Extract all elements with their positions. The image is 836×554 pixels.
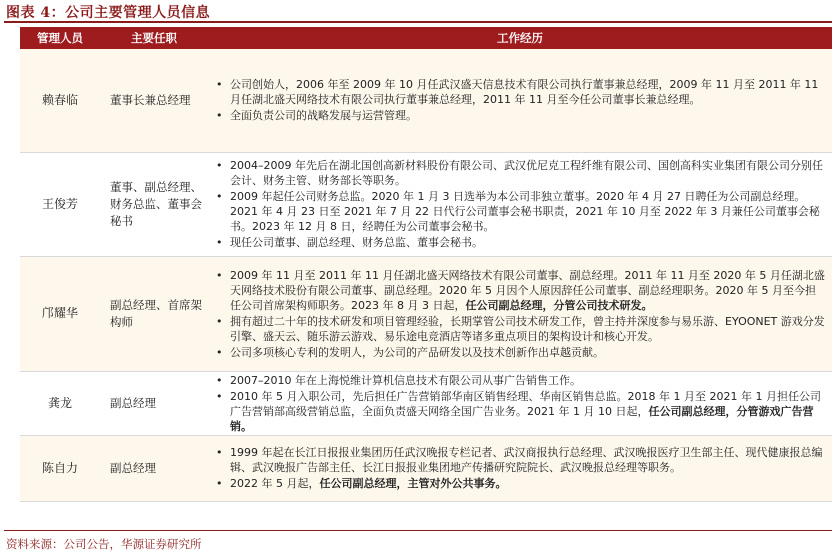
experience-text: 2007–2010 年在上海悦维计算机信息技术有限公司从事广告销售工作。 [230,373,581,387]
experience-highlight: 任公司副总经理，主管对外公共事务。 [319,477,507,490]
experience-text: 拥有超过二十年的技术研发和项目管理经验，长期掌管公司技术研发工作，曾主持并深度参与易乐游、EYOONET 游戏分发引擎、盛天云、随乐游云游戏、易乐途电竞酒店等诸多重点项目的架构设计和核心开发。 [230,314,825,343]
experience-item [230,235,826,250]
person-name: 龚龙 [20,371,100,435]
person-role: 副总经理 [100,435,208,501]
experience-item [230,77,826,107]
experience-item [230,158,826,188]
person-experience [208,371,832,435]
figure-title: 图表 4：公司主要管理人员信息 [6,5,211,21]
table-row [20,435,832,501]
experience-item [230,445,826,475]
source-divider [4,530,832,531]
experience-item [230,389,826,434]
experience-text: 公司创始人，2006 年至 2009 年 10 月任武汉盛天信息技术有限公司执行董事兼总经理，2009 年 11 月至 2011 年 11 月任湖北盛天网络技术有限公司执行董事兼总经理，2011 年 11 月至今任公司董事长兼总经理。 [230,78,819,107]
header-name: 管理人员 [20,27,100,49]
experience-highlight: 任公司副总经理，分管公司技术研发。 [465,298,653,312]
experience-text: 2009 年起任公司财务总监。2020 年 1 月 3 日选举为本公司非独立董事。2020 年 4 月 27 日聘任为公司副总经理。2021 年 4 月 23 日至 2021 年 7 月 22 日代行公司董事会秘书职责，2021 年 10 月至 2022 年 3 月兼任公司董事会秘书。2023 年 12 月 8 日，经聘任为公司董事会秘书。 [230,190,820,233]
experience-item [230,189,826,234]
experience-text: 2009 年 11 月至 2011 年 11 月任湖北盛天网络技术有限公司董事、副总经理。2011 年 11 月至 2020 年 5 月任湖北盛天网络技术股份有限公司董事、副总经理。2020 年 5 月因个人原因辞任公司董事、副总经理职务。2020 年 5 月至今担任公司首席架构师职务。2023 年 8 月 3 日起， [230,268,825,312]
table-row [20,371,832,435]
person-name: 陈自力 [20,435,100,501]
source-note: 资料来源：公司公告，华源证券研究所 [6,537,202,551]
person-name: 邝耀华 [20,256,100,371]
experience-text: 全面负责公司的战略发展与运营管理。 [230,109,417,123]
experience-text: 2004–2009 年先后在湖北国创高新材料股份有限公司、武汉优尼克工程纤维有限公司、国创高科实业集团有限公司分别任会计、财务主管、财务部长等职务。 [230,159,823,187]
management-table [20,27,832,502]
experience-highlight: 任公司副总经理，分管游戏广告营销。 [230,404,814,433]
person-role: 董事长兼总经理 [100,49,208,152]
header-experience: 工作经历 [208,27,832,49]
experience-item [230,476,826,491]
table-row [20,49,832,152]
experience-item [230,314,826,344]
experience-text: 公司多项核心专利的发明人，为公司的产品研发以及技术创新作出卓越贡献。 [230,345,604,359]
experience-text: 现任公司董事、副总经理、财务总监、董事会秘书。 [230,236,483,249]
title-divider [4,21,832,23]
experience-text: 2022 年 5 月起， [230,477,320,490]
experience-text: 1999 年起在长江日报报业集团历任武汉晚报专栏记者、武汉商报执行总经理、武汉晚报医疗卫生部主任、现代健康报总编辑、武汉晚报广告部主任、长江日报报业集团地产传播研究院院长、武汉晚报总经理等职务。 [230,446,823,474]
table-row [20,152,832,256]
experience-text: 2010 年 5 月入职公司，先后担任广告营销部华南区销售经理、华南区销售总监。2018 年 1 月至 2021 年 1 月担任公司广告营销部高级营销总监，全面负责盛天网络全国广告业务。2021 年 1 月 10 日起， [230,389,821,418]
experience-item [230,108,826,123]
person-experience [208,49,832,152]
header-role: 主要任职 [100,27,208,49]
person-role: 副总经理 [100,371,208,435]
person-role: 副总经理、首席架构师 [100,256,208,371]
experience-item [230,373,826,388]
person-experience [208,152,832,256]
person-experience [208,256,832,371]
table-header [20,27,832,49]
table-row [20,256,832,371]
person-experience [208,435,832,501]
person-name: 王俊芳 [20,152,100,256]
experience-item [230,345,826,360]
experience-item [230,268,826,313]
person-role: 董事、副总经理、财务总监、董事会秘书 [100,152,208,256]
person-name: 赖春临 [20,49,100,152]
